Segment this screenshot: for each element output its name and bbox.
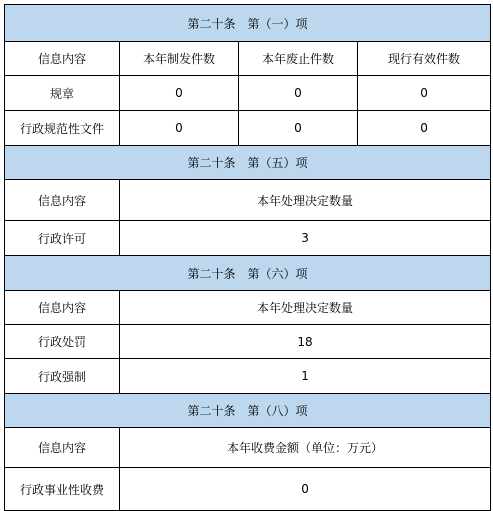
section-3-header-row: [5, 256, 491, 291]
table-row: [5, 76, 491, 111]
row-label: 行政规范性文件: [5, 111, 120, 146]
row-label: 行政事业性收费: [5, 468, 120, 511]
column-header-fee-amount: 本年收费金额（单位：万元）: [120, 428, 491, 468]
row-label: 行政处罚: [5, 325, 120, 359]
section-4-title: 第二十条 第（八）项: [5, 394, 491, 428]
disclosure-report-table: [4, 4, 491, 511]
section-4-header-row: [5, 394, 491, 428]
section-3-column-header-row: [5, 291, 491, 325]
cell-value: 0: [239, 76, 358, 111]
table-row: [5, 221, 491, 256]
row-label: 行政许可: [5, 221, 120, 256]
column-header-decisions: 本年处理决定数量: [120, 180, 491, 221]
section-2-header-row: [5, 146, 491, 180]
section-4-column-header-row: [5, 428, 491, 468]
table-row: [5, 359, 491, 394]
section-1-column-header-row: [5, 42, 491, 76]
column-header-in-force: 现行有效件数: [358, 42, 491, 76]
table-row: [5, 111, 491, 146]
section-1-header-row: [5, 5, 491, 42]
section-2-column-header-row: [5, 180, 491, 221]
section-1-title: 第二十条 第（一）项: [5, 5, 491, 42]
column-header-decisions: 本年处理决定数量: [120, 291, 491, 325]
column-header-info: 信息内容: [5, 291, 120, 325]
row-label: 行政强制: [5, 359, 120, 394]
cell-value: 0: [120, 76, 239, 111]
cell-value: 0: [239, 111, 358, 146]
column-header-info: 信息内容: [5, 428, 120, 468]
cell-value: 0: [358, 111, 491, 146]
column-header-abolished: 本年废止件数: [239, 42, 358, 76]
row-label: 规章: [5, 76, 120, 111]
cell-value: 0: [358, 76, 491, 111]
cell-value: 1: [120, 359, 491, 394]
column-header-issued: 本年制发件数: [120, 42, 239, 76]
table-row: [5, 325, 491, 359]
table-row: [5, 468, 491, 511]
column-header-info: 信息内容: [5, 42, 120, 76]
cell-value: 0: [120, 111, 239, 146]
cell-value: 0: [120, 468, 491, 511]
column-header-info: 信息内容: [5, 180, 120, 221]
section-2-title: 第二十条 第（五）项: [5, 146, 491, 180]
cell-value: 18: [120, 325, 491, 359]
cell-value: 3: [120, 221, 491, 256]
section-3-title: 第二十条 第（六）项: [5, 256, 491, 291]
